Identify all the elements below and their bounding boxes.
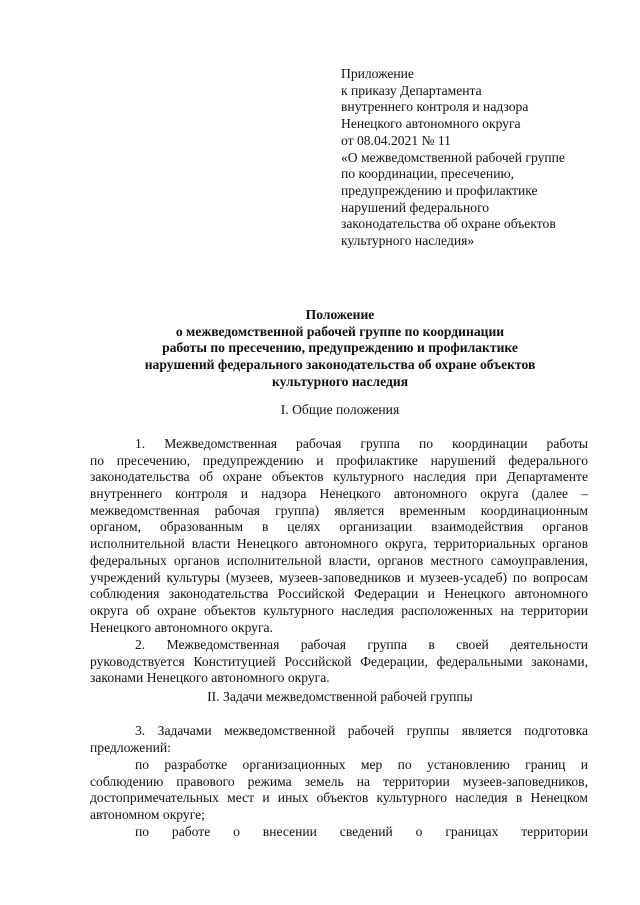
text-line: по пресечению, предупреждению и профилактике нарушений федерального (90, 452, 588, 468)
text-line: соблюдению правового режима земель на территории музеев-заповедников, (90, 773, 588, 789)
text-line: по разработке организационных мер по установлению границ и (135, 757, 588, 772)
text-line: внутреннего контроля и надзора Ненецкого автономного округа (далее – (90, 486, 588, 502)
title-line: нарушений федерального законодательства об охране объектов (144, 357, 536, 373)
title-line: работы по пресечению, предупреждению и профилактике (162, 340, 518, 356)
title-line: о межведомственной рабочей группе по координации (175, 323, 505, 339)
appendix-line: внутреннего контроля и надзора (341, 99, 529, 115)
text-line: округа об охране объектов культурного наследия расположенных на территории (90, 602, 588, 618)
paragraph-2 (90, 637, 588, 687)
paragraph-3 (90, 723, 588, 756)
text-line: 1. Межведомственная рабочая группа по координации работы (135, 436, 588, 451)
text-line: законодательства об охране объектов культурного наследия при Департаменте (90, 469, 588, 485)
appendix-line: по координации, пресечению, (341, 166, 515, 182)
paragraph-4 (90, 757, 588, 824)
appendix-line: нарушений федерального (341, 199, 490, 215)
appendix-line: предупреждению и профилактике (341, 182, 538, 198)
text-line: межведомственная рабочая группа) является временным координационным (90, 502, 588, 518)
text-line: законами Ненецкого автономного округа. (90, 670, 330, 686)
document-title (90, 307, 590, 391)
title-line: культурного наследия (271, 373, 409, 389)
text-line: учреждений культуры (музеев, музеев-заповедников и музеев-усадеб) по вопросам (90, 569, 588, 585)
text-line: Ненецкого автономного округа. (90, 619, 273, 635)
appendix-line: «О межведомственной рабочей группе (341, 149, 565, 165)
text-line: руководствуется Конституцией Российской Федерации, федеральными законами, (90, 653, 588, 669)
appendix-header (341, 66, 611, 250)
paragraph-5 (90, 824, 588, 841)
text-line: по работе о внесении сведений о границах территории (135, 824, 588, 839)
text-line: 2. Межведомственная рабочая группа в своей деятельности (135, 637, 588, 652)
text-line: предложений: (90, 739, 171, 755)
section-2-heading: II. Задачи межведомственной рабочей группы (207, 689, 473, 704)
text-line: исполнительной власти Ненецкого автономного округа, территориальных органов (90, 536, 588, 552)
appendix-line: от 08.04.2021 № 11 (341, 132, 451, 148)
appendix-line: Ненецкого автономного округа (341, 116, 521, 132)
title-line: Положение (305, 307, 375, 322)
appendix-line: Приложение (341, 66, 414, 81)
section-1-heading: I. Общие положения (280, 402, 400, 417)
appendix-line: культурного наследия» (341, 233, 475, 249)
text-line: достопримечательных мест и иных объектов культурного наследия в Ненецком (90, 790, 588, 806)
text-line: федеральных органов исполнительной власти, органов местного самоуправления, (90, 552, 588, 568)
text-line: соблюдения законодательства Российской Федерации и Ненецкого автономного (90, 586, 588, 602)
text-line: 3. Задачами межведомственной рабочей группы является подготовка (135, 723, 588, 738)
appendix-line: к приказу Департамента (341, 82, 482, 98)
paragraph-1 (90, 436, 588, 636)
text-line: органом, образованным в целях организации взаимодействия органов (90, 519, 588, 535)
appendix-line: законодательства об охране объектов (341, 216, 556, 232)
text-line: автономном округе; (90, 807, 205, 823)
